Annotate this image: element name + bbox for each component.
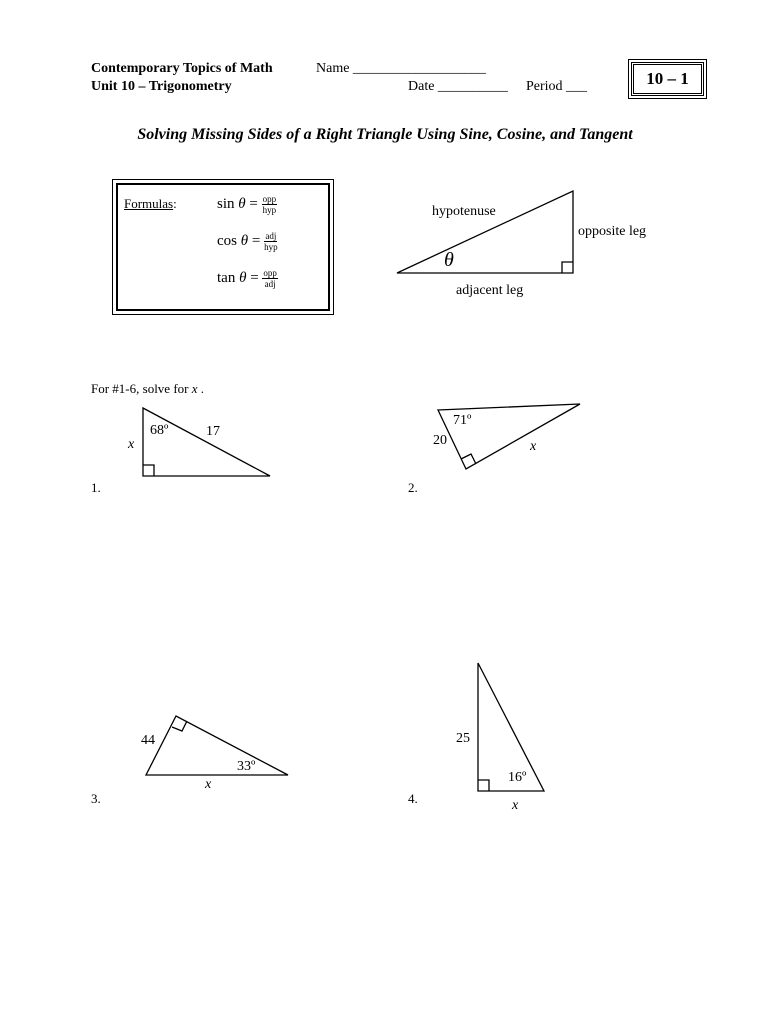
problem-2-unknown: x (530, 439, 537, 454)
formulas-label: Formulas (124, 196, 174, 211)
unit-title: Unit 10 – Trigonometry (91, 79, 232, 94)
triangle-4-right-angle-mark (478, 780, 489, 791)
problem-4-angle: 16º (508, 770, 527, 785)
cos-fn: cos (217, 232, 237, 249)
cos-eq: = (251, 232, 261, 249)
sin-theta: θ (238, 195, 246, 212)
hypotenuse-label: hypotenuse (432, 204, 496, 219)
sin-numerator: opp (262, 194, 277, 204)
tan-numerator: opp (263, 268, 277, 278)
triangle-3-right-angle-mark (172, 721, 187, 731)
instructions-var: x (191, 381, 198, 396)
lesson-number: 10 – 1 (646, 69, 689, 88)
worksheet-title: Solving Missing Sides of a Right Triangle Using Sine, Cosine, and Tangent (137, 126, 633, 143)
reference-theta-label: θ (444, 249, 454, 271)
cos-theta: θ (240, 232, 249, 249)
name-field: Name ___________________ (316, 61, 486, 76)
triangle-1-right-angle-mark (143, 465, 154, 476)
problem-2-side: 20 (433, 433, 447, 448)
period-field: Period ___ (526, 79, 588, 94)
problem-1-number: 1. (91, 480, 101, 495)
problem-2-number: 2. (408, 480, 418, 495)
problem-4-number: 4. (408, 791, 418, 806)
date-field: Date __________ (408, 79, 508, 94)
problem-1-unknown: x (128, 437, 135, 452)
problem-4-side: 25 (456, 731, 470, 746)
problem-3-angle: 33º (237, 759, 256, 774)
cos-numerator: adj (265, 231, 277, 241)
instructions (91, 381, 204, 397)
problem-2-angle: 71º (453, 413, 472, 428)
sin-eq: = (249, 195, 258, 212)
problem-3-unknown: x (205, 777, 212, 792)
reference-right-angle-mark (562, 262, 573, 273)
instructions-end: . (197, 381, 205, 396)
problem-3-side: 44 (141, 733, 155, 748)
problem-1-side: 17 (206, 424, 220, 439)
problem-3-number: 3. (91, 791, 101, 806)
triangle-3 (146, 716, 288, 775)
triangle-1 (143, 408, 270, 476)
tan-denominator: adj (264, 279, 276, 289)
tan-eq: = (250, 269, 259, 286)
course-title: Contemporary Topics of Math (91, 61, 273, 76)
instructions-text: For #1-6, solve for (91, 381, 192, 396)
formulas-colon: : (173, 196, 177, 211)
problem-4-unknown: x (512, 798, 519, 813)
opposite-leg-label: opposite leg (578, 224, 647, 239)
sin-fn: sin (217, 195, 235, 212)
adjacent-leg-label: adjacent leg (456, 283, 524, 298)
problem-1-angle: 68º (150, 423, 169, 438)
tan-theta: θ (239, 269, 247, 286)
sin-denominator: hyp (262, 205, 277, 215)
cos-denominator: hyp (264, 242, 278, 252)
tan-fn: tan (217, 269, 236, 286)
